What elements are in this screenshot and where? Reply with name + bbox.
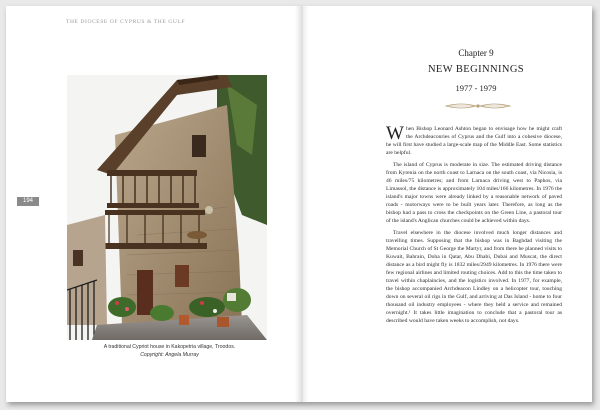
chapter-years: 1977 - 1979 <box>455 83 497 93</box>
book-gutter <box>295 6 309 402</box>
paragraph-1-text: hen Bishop Leonard Ashton began to envisage how he might craft the Archdeaconries of Cyprus and the Gulf into a cohesive diocese, he will first have studied a large-scale map of the Middle East. Some statistics are helpful. <box>386 126 562 157</box>
page-number: 194 <box>17 197 39 206</box>
chapter-title: NEW BEGINNINGS <box>427 64 525 75</box>
photo-credit: Copyright: Angela Murray <box>140 352 199 358</box>
paragraph-2: The island of Cyprus is moderate in size. The estimated driving distance from Kyrenia on the north coast to Larnaca on the south coast, via Nicosia, is 46 miles/75 kilometres; and from Larnaca driving west to Paphos, via Limassol, the distance is approximately 104 miles/166 kilometres. In 1976 the island's major towns were already linked by a reasonable network of paved roads - motorways were to be built years later. Therefore, as long as the bishop had a pass to cross the checkpoints on the Green Line, a pastoral tour of the island's Anglican churches could be achieved within days. <box>386 161 562 225</box>
chapter-body <box>386 125 562 329</box>
ornament-divider-icon <box>444 102 512 110</box>
paragraph-1 <box>386 125 562 157</box>
house-photo <box>67 75 267 340</box>
paragraph-3: Travel elsewhere in the diocese involved much longer distances and travelling times. Supposing that the bishop was in Baghdad visiting the Memorial Church of St George the Martyr, and from there he planned visits to Kuwait, Bahrain, Doha in Qatar, Abu Dhabi, Dubai and Muscat, the direct distance as a bird might fly is 1832 miles/2949 kilometres. In 1976 there were few regional airlines and limited routing choices. Add to this the time taken to travel within chaplaincies, and the logistics involved. In 1977, for example, the bishop accompanied Archdeacon Lindley on a helicopter tour, touching down on several oil rigs in the Gulf, and arriving at Das Island - home to four thousand oil industry employees - where they held a service and remained overnight.¹ It takes little imagination to conclude that a pastoral tour as described would have taken weeks to accomplish, not days. <box>386 229 562 325</box>
kakopetria-house-illustration <box>67 75 267 340</box>
drop-cap: W <box>386 123 404 144</box>
running-head: THE DIOCESE OF CYPRUS & THE GULF <box>66 19 186 25</box>
book-spread <box>6 6 592 402</box>
photo-caption-text: A traditional Cypriot house in Kakopetria village, Troodos. <box>103 344 236 350</box>
chapter-label: Chapter 9 <box>458 48 494 58</box>
photo-caption <box>72 343 267 359</box>
